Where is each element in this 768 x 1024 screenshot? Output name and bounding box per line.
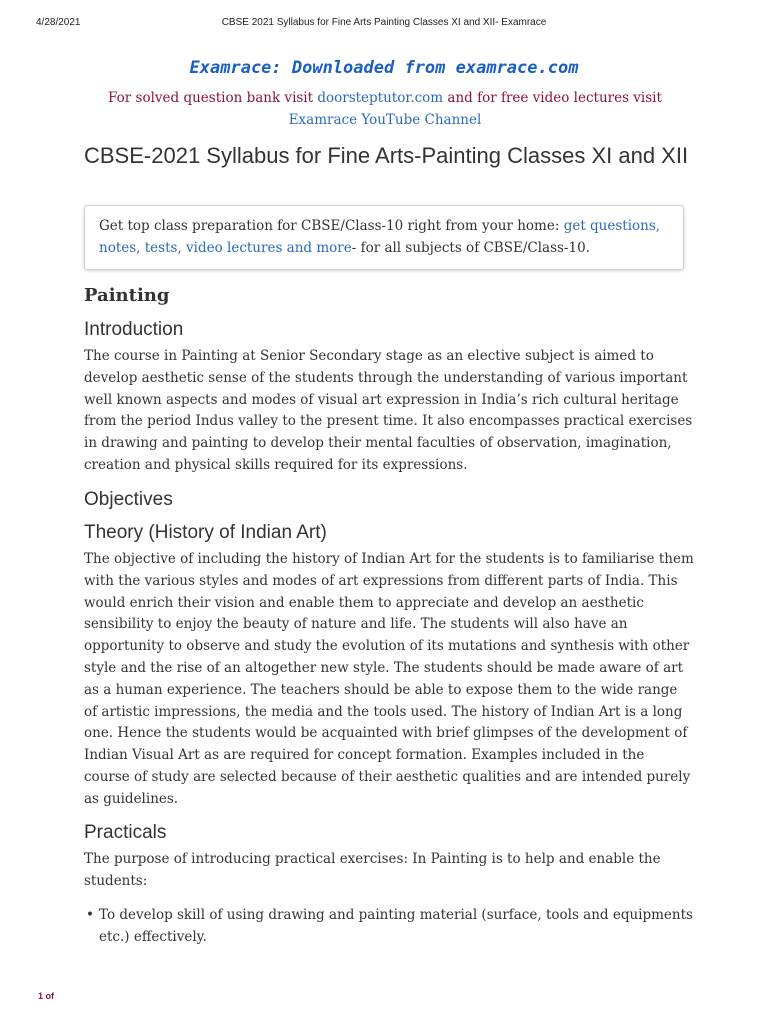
- practicals-paragraph: The purpose of introducing practical exercises: In Painting is to help and enable the students:: [84, 851, 661, 889]
- section-heading-objectives: Objectives: [84, 489, 173, 510]
- print-header-title: CBSE 2021 Syllabus for Fine Arts Painting Classes XI and XII- Examrace: [221, 17, 547, 28]
- notice-link[interactable]: get questions, notes, tests, video lectures and more: [99, 218, 661, 256]
- list-item: [84, 904, 694, 948]
- section-heading-painting: Painting: [84, 285, 170, 306]
- bullet-icon: •: [86, 907, 94, 923]
- youtube-channel-link[interactable]: Examrace YouTube Channel: [288, 112, 482, 128]
- section-heading-practicals: Practicals: [84, 822, 167, 843]
- print-date: 4/28/2021: [36, 17, 81, 28]
- promo-line: [90, 87, 680, 131]
- notice-prefix: Get top class preparation for CBSE/Class-10 right from your home:: [99, 218, 564, 234]
- notice-suffix: - for all subjects of CBSE/Class-10.: [351, 240, 590, 256]
- notice-box: [84, 205, 684, 270]
- introduction-paragraph: The course in Painting at Senior Secondary stage as an elective subject is aimed to develop aesthetic sense of the students through the understanding of various important well known aspects and modes of visual art expression in India’s rich cultural heritage from the period Indus valley to the present time. It also encompasses practical exercises in drawing and painting to develop their mental faculties of observation, imagination, creation and physical skills required for its expressions.: [84, 348, 693, 473]
- promo-prefix: For solved question bank visit: [108, 90, 318, 106]
- list-item-text: To develop skill of using drawing and painting material (surface, tools and equipments etc.) effectively.: [99, 907, 693, 945]
- section-heading-theory: Theory (History of Indian Art): [84, 522, 327, 543]
- promo-middle: and for free video lectures visit: [443, 90, 662, 106]
- theory-paragraph: The objective of including the history of Indian Art for the students is to familiarise them with the various styles and modes of art expressions from different parts of India. This would enrich their vision and enable them to appreciate and develop an aesthetic sensibility to enjoy the beauty of nature and life. The students will also have an opportunity to observe and study the evolution of its mutations and synthesis with other style and the rise of an altogether new style. The students should be made aware of art as a human experience. The teachers should be able to expose them to the wide range of artistic impressions, the media and the tools used. The history of Indian Art is a long one. Hence the students would be acquainted with brief glimpses of the development of Indian Visual Art as are required for concept formation. Examples included in the course of study are selected because of their aesthetic qualities and are intended purely as guidelines.: [84, 551, 694, 807]
- brand-banner[interactable]: Examrace: Downloaded from examrace.com: [189, 58, 579, 78]
- page-indicator: 1 of: [38, 991, 55, 1001]
- page-title: CBSE-2021 Syllabus for Fine Arts-Painting Classes XI and XII: [84, 143, 689, 168]
- doorsteptutor-link[interactable]: doorsteptutor.com: [317, 90, 444, 106]
- section-heading-introduction: Introduction: [84, 319, 184, 340]
